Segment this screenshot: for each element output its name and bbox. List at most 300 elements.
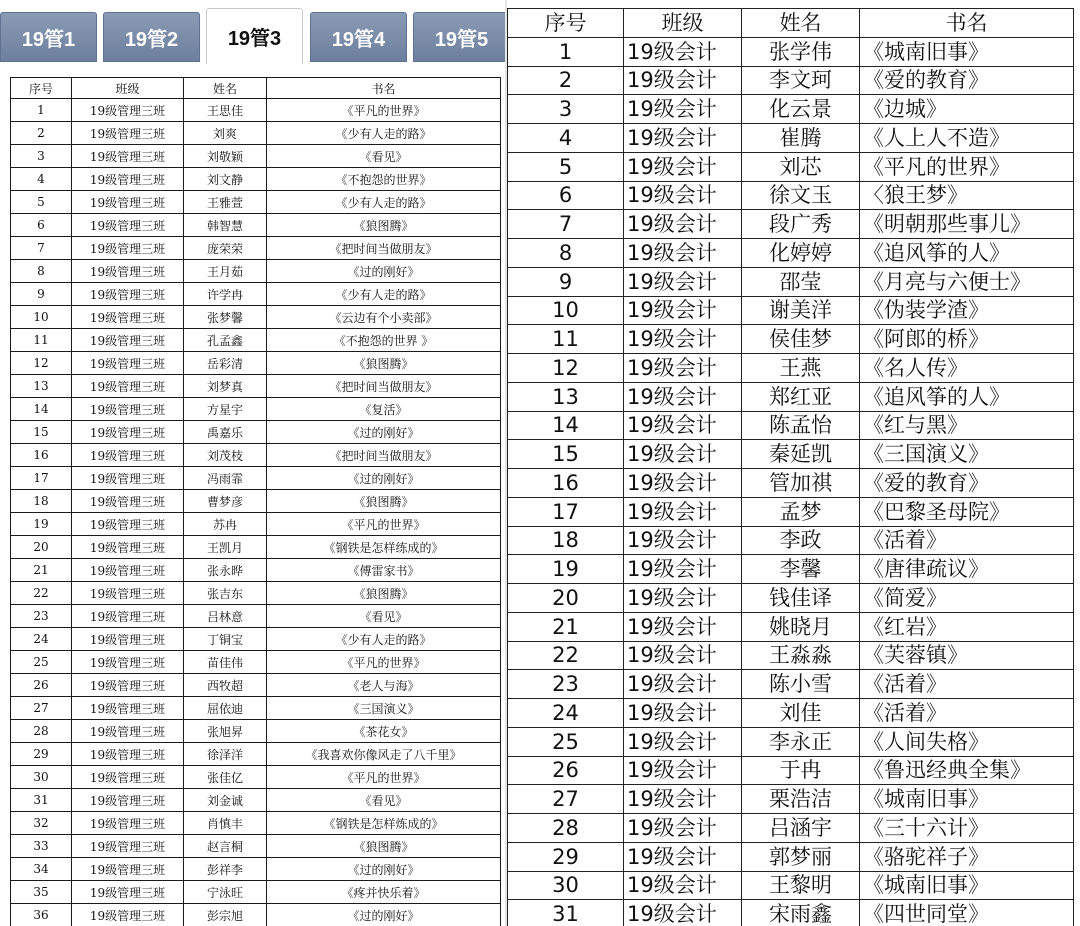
cell-name[interactable]: 孟梦 (742, 497, 860, 526)
cell-name[interactable]: 于冉 (742, 756, 860, 785)
cell-name[interactable]: 张永晔 (184, 559, 267, 582)
cell-book[interactable]: 《把时间当做朋友》 (267, 444, 501, 467)
cell-name[interactable]: 王黎明 (742, 871, 860, 900)
cell-book[interactable]: 《狼图腾》 (267, 582, 501, 605)
cell-seq[interactable]: 20 (11, 536, 72, 559)
cell-name[interactable]: 姚晓月 (742, 612, 860, 641)
cell-name[interactable]: 方星宇 (184, 398, 267, 421)
cell-book[interactable]: 《看见》 (267, 145, 501, 168)
cell-seq[interactable]: 6 (11, 214, 72, 237)
cell-book[interactable]: 《追风筝的人》 (860, 382, 1074, 411)
cell-class[interactable]: 19级会计 (624, 469, 742, 498)
cell-name[interactable]: 秦延凯 (742, 440, 860, 469)
cell-seq[interactable]: 13 (508, 382, 624, 411)
cell-class[interactable]: 19级管理三班 (72, 191, 184, 214)
cell-seq[interactable]: 26 (508, 756, 624, 785)
cell-book[interactable]: 《过的刚好》 (267, 858, 501, 881)
cell-name[interactable]: 崔腾 (742, 124, 860, 153)
table-row (508, 325, 1074, 354)
cell-name[interactable]: 王雅萱 (184, 191, 267, 214)
cell-class[interactable]: 19级会计 (624, 641, 742, 670)
cell-name[interactable]: 李永正 (742, 727, 860, 756)
cell-name[interactable]: 彭祥李 (184, 858, 267, 881)
cell-name[interactable]: 张吉东 (184, 582, 267, 605)
cell-name[interactable]: 孔孟鑫 (184, 329, 267, 352)
cell-book[interactable]: 《钢铁是怎样练成的》 (267, 536, 501, 559)
cell-seq[interactable]: 15 (11, 421, 72, 444)
cell-seq[interactable]: 27 (11, 697, 72, 720)
cell-class[interactable]: 19级会计 (624, 124, 742, 153)
tab-19guan1[interactable]: 19管1 (0, 12, 97, 62)
cell-name[interactable]: 王凯月 (184, 536, 267, 559)
cell-seq[interactable]: 6 (508, 181, 624, 210)
cell-class[interactable]: 19级管理三班 (72, 260, 184, 283)
table-row (11, 168, 501, 191)
cell-class[interactable]: 19级会计 (624, 66, 742, 95)
cell-class[interactable]: 19级管理三班 (72, 743, 184, 766)
cell-name[interactable]: 化云景 (742, 95, 860, 124)
cell-name[interactable]: 陈孟怡 (742, 411, 860, 440)
cell-seq[interactable]: 30 (11, 766, 72, 789)
cell-book[interactable]: 《鲁迅经典全集》 (860, 756, 1074, 785)
cell-book[interactable]: 《老人与海》 (267, 674, 501, 697)
cell-class[interactable]: 19级管理三班 (72, 904, 184, 926)
cell-class[interactable]: 19级管理三班 (72, 812, 184, 835)
cell-class[interactable]: 19级会计 (624, 497, 742, 526)
cell-name[interactable]: 陈小雪 (742, 670, 860, 699)
cell-name[interactable]: 刘梦真 (184, 375, 267, 398)
cell-class[interactable]: 19级管理三班 (72, 536, 184, 559)
cell-seq[interactable]: 7 (508, 210, 624, 239)
cell-book[interactable]: 《三国演义》 (267, 697, 501, 720)
cell-book[interactable]: 《骆驼祥子》 (860, 842, 1074, 871)
cell-class[interactable]: 19级管理三班 (72, 697, 184, 720)
cell-seq[interactable]: 20 (508, 584, 624, 613)
cell-book[interactable]: 《三国演义》 (860, 440, 1074, 469)
cell-book[interactable]: 《少有人走的路》 (267, 628, 501, 651)
cell-class[interactable]: 19级管理三班 (72, 513, 184, 536)
cell-book[interactable]: 《红岩》 (860, 612, 1074, 641)
cell-class[interactable]: 19级会计 (624, 900, 742, 926)
cell-book[interactable]: 《把时间当做朋友》 (267, 237, 501, 260)
cell-name[interactable]: 侯佳梦 (742, 325, 860, 354)
cell-name[interactable]: 张旭昇 (184, 720, 267, 743)
cell-name[interactable]: 曹梦彦 (184, 490, 267, 513)
cell-name[interactable]: 宋雨鑫 (742, 900, 860, 926)
cell-book[interactable]: 《看见》 (267, 605, 501, 628)
cell-class[interactable]: 19级管理三班 (72, 145, 184, 168)
cell-seq[interactable]: 30 (508, 871, 624, 900)
cell-book[interactable]: 《三十六计》 (860, 814, 1074, 843)
cell-class[interactable]: 19级管理三班 (72, 651, 184, 674)
cell-seq[interactable]: 21 (11, 559, 72, 582)
cell-seq[interactable]: 8 (11, 260, 72, 283)
cell-book[interactable]: 《少有人走的路》 (267, 122, 501, 145)
cell-book[interactable]: 《人上人不造》 (860, 124, 1074, 153)
cell-seq[interactable]: 11 (508, 325, 624, 354)
cell-book[interactable]: 《阿郎的桥》 (860, 325, 1074, 354)
cell-book[interactable]: 《狼图腾》 (267, 490, 501, 513)
cell-class[interactable]: 19级管理三班 (72, 720, 184, 743)
table-row (508, 239, 1074, 268)
cell-seq[interactable]: 28 (11, 720, 72, 743)
cell-seq[interactable]: 31 (508, 900, 624, 926)
header-name: 姓名 (184, 78, 267, 99)
cell-seq[interactable]: 5 (11, 191, 72, 214)
cell-book[interactable]: 《名人传》 (860, 354, 1074, 383)
cell-seq[interactable]: 1 (11, 99, 72, 122)
cell-class[interactable]: 19级会计 (624, 152, 742, 181)
cell-name[interactable]: 段广秀 (742, 210, 860, 239)
cell-class[interactable]: 19级会计 (624, 670, 742, 699)
cell-class[interactable]: 19级管理三班 (72, 582, 184, 605)
cell-book[interactable]: 《唐律疏议》 (860, 555, 1074, 584)
cell-book[interactable]: 《红与黑》 (860, 411, 1074, 440)
cell-seq[interactable]: 36 (11, 904, 72, 926)
cell-name[interactable]: 刘芯 (742, 152, 860, 181)
cell-name[interactable]: 王燕 (742, 354, 860, 383)
cell-book[interactable]: 《少有人走的路》 (267, 191, 501, 214)
cell-book[interactable]: 〈狼王梦》 (860, 181, 1074, 210)
cell-class[interactable]: 19级会计 (624, 555, 742, 584)
cell-seq[interactable]: 11 (11, 329, 72, 352)
cell-seq[interactable]: 16 (508, 469, 624, 498)
cell-book[interactable]: 《芙蓉镇》 (860, 641, 1074, 670)
cell-seq[interactable]: 5 (508, 152, 624, 181)
cell-name[interactable]: 李政 (742, 526, 860, 555)
cell-class[interactable]: 19级管理三班 (72, 421, 184, 444)
cell-name[interactable]: 宁泳旺 (184, 881, 267, 904)
cell-name[interactable]: 栗浩洁 (742, 785, 860, 814)
cell-name[interactable]: 王月茹 (184, 260, 267, 283)
cell-seq[interactable]: 23 (508, 670, 624, 699)
cell-name[interactable]: 吕涵宇 (742, 814, 860, 843)
cell-class[interactable]: 19级管理三班 (72, 352, 184, 375)
cell-seq[interactable]: 21 (508, 612, 624, 641)
cell-name[interactable]: 刘茂枝 (184, 444, 267, 467)
cell-class[interactable]: 19级会计 (624, 325, 742, 354)
cell-class[interactable]: 19级会计 (624, 612, 742, 641)
cell-book[interactable]: 《明朝那些事儿》 (860, 210, 1074, 239)
cell-seq[interactable]: 18 (508, 526, 624, 555)
cell-seq[interactable]: 25 (11, 651, 72, 674)
cell-class[interactable]: 19级会计 (624, 785, 742, 814)
cell-seq[interactable]: 12 (508, 354, 624, 383)
cell-book[interactable]: 《钢铁是怎样炼成的》 (267, 812, 501, 835)
cell-book[interactable]: 《看见》 (267, 789, 501, 812)
cell-book[interactable]: 《四世同堂》 (860, 900, 1074, 926)
cell-name[interactable]: 张学伟 (742, 37, 860, 66)
reading-list-table-accounting (507, 8, 1074, 926)
cell-class[interactable]: 19级管理三班 (72, 237, 184, 260)
table-row (508, 785, 1074, 814)
cell-class[interactable]: 19级管理三班 (72, 306, 184, 329)
cell-class[interactable]: 19级管理三班 (72, 467, 184, 490)
cell-class[interactable]: 19级管理三班 (72, 490, 184, 513)
cell-seq[interactable]: 12 (11, 352, 72, 375)
header-seq: 序号 (11, 78, 72, 99)
cell-class[interactable]: 19级会计 (624, 37, 742, 66)
cell-seq[interactable]: 17 (11, 467, 72, 490)
cell-seq[interactable]: 31 (11, 789, 72, 812)
cell-book[interactable]: 《月亮与六便士》 (860, 267, 1074, 296)
cell-name[interactable]: 冯雨霏 (184, 467, 267, 490)
cell-seq[interactable]: 23 (11, 605, 72, 628)
cell-name[interactable]: 王思佳 (184, 99, 267, 122)
cell-class[interactable]: 19级管理三班 (72, 835, 184, 858)
cell-name[interactable]: 肖慎丰 (184, 812, 267, 835)
table-row (11, 697, 501, 720)
cell-seq[interactable]: 19 (11, 513, 72, 536)
tab-19guan2[interactable]: 19管2 (103, 12, 200, 62)
cell-class[interactable]: 19级管理三班 (72, 858, 184, 881)
cell-name[interactable]: 吕林意 (184, 605, 267, 628)
cell-book[interactable]: 《城南旧事》 (860, 871, 1074, 900)
cell-book[interactable]: 《复活》 (267, 398, 501, 421)
cell-book[interactable]: 《平凡的世界》 (860, 152, 1074, 181)
cell-name[interactable]: 郭梦丽 (742, 842, 860, 871)
cell-seq[interactable]: 10 (11, 306, 72, 329)
cell-class[interactable]: 19级会计 (624, 440, 742, 469)
cell-book[interactable]: 《追风筝的人》 (860, 239, 1074, 268)
cell-name[interactable]: 刘金诚 (184, 789, 267, 812)
cell-seq[interactable]: 2 (11, 122, 72, 145)
cell-book[interactable]: 《云边有个小卖部》 (267, 306, 501, 329)
cell-book[interactable]: 《城南旧事》 (860, 785, 1074, 814)
cell-seq[interactable]: 29 (11, 743, 72, 766)
cell-book[interactable]: 《巴黎圣母院》 (860, 497, 1074, 526)
cell-class[interactable]: 19级管理三班 (72, 375, 184, 398)
cell-seq[interactable]: 26 (11, 674, 72, 697)
cell-class[interactable]: 19级会计 (624, 756, 742, 785)
cell-seq[interactable]: 9 (11, 283, 72, 306)
cell-book[interactable]: 《过的刚好》 (267, 260, 501, 283)
cell-name[interactable]: 韩智慧 (184, 214, 267, 237)
tab-19guan5[interactable]: 19管5 (413, 12, 505, 62)
cell-book[interactable]: 《不抱怨的世界 》 (267, 329, 501, 352)
cell-class[interactable]: 19级会计 (624, 210, 742, 239)
table-row (508, 584, 1074, 613)
cell-seq[interactable]: 24 (11, 628, 72, 651)
cell-seq[interactable]: 33 (11, 835, 72, 858)
table-row (508, 440, 1074, 469)
cell-book[interactable]: 《我喜欢你像风走了八千里》 (267, 743, 501, 766)
cell-name[interactable]: 邵莹 (742, 267, 860, 296)
header-name: 姓名 (742, 9, 860, 38)
cell-name[interactable]: 刘敬颖 (184, 145, 267, 168)
cell-name[interactable]: 许学冉 (184, 283, 267, 306)
cell-book[interactable]: 《过的刚好》 (267, 467, 501, 490)
cell-name[interactable]: 李文珂 (742, 66, 860, 95)
cell-class[interactable]: 19级会计 (624, 584, 742, 613)
cell-seq[interactable]: 18 (11, 490, 72, 513)
table-row (508, 210, 1074, 239)
cell-name[interactable]: 屈依迪 (184, 697, 267, 720)
cell-class[interactable]: 19级管理三班 (72, 99, 184, 122)
cell-class[interactable]: 19级管理三班 (72, 881, 184, 904)
cell-book[interactable]: 《茶花女》 (267, 720, 501, 743)
cell-seq[interactable]: 14 (11, 398, 72, 421)
cell-name[interactable]: 化婷婷 (742, 239, 860, 268)
cell-name[interactable]: 管加祺 (742, 469, 860, 498)
cell-class[interactable]: 19级会计 (624, 699, 742, 728)
cell-class[interactable]: 19级管理三班 (72, 283, 184, 306)
cell-name[interactable]: 徐文玉 (742, 181, 860, 210)
cell-seq[interactable]: 1 (508, 37, 624, 66)
header-seq: 序号 (508, 9, 624, 38)
cell-class[interactable]: 19级会计 (624, 267, 742, 296)
cell-class[interactable]: 19级管理三班 (72, 329, 184, 352)
cell-seq[interactable]: 32 (11, 812, 72, 835)
cell-name[interactable]: 西牧超 (184, 674, 267, 697)
cell-book[interactable]: 《城南旧事》 (860, 37, 1074, 66)
cell-class[interactable]: 19级会计 (624, 354, 742, 383)
table-row (11, 214, 501, 237)
table-row (508, 612, 1074, 641)
cell-book[interactable]: 《平凡的世界》 (267, 766, 501, 789)
cell-book[interactable]: 《狼图腾》 (267, 352, 501, 375)
cell-seq[interactable]: 25 (508, 727, 624, 756)
cell-name[interactable]: 丁铜宝 (184, 628, 267, 651)
cell-class[interactable]: 19级管理三班 (72, 628, 184, 651)
cell-class[interactable]: 19级会计 (624, 871, 742, 900)
cell-book[interactable]: 《不抱怨的世界》 (267, 168, 501, 191)
tab-19guan3[interactable]: 19管3 (206, 8, 303, 64)
cell-book[interactable]: 《把时间当做朋友》 (267, 375, 501, 398)
cell-seq[interactable]: 4 (508, 124, 624, 153)
cell-name[interactable]: 张梦馨 (184, 306, 267, 329)
cell-class[interactable]: 19级会计 (624, 95, 742, 124)
cell-name[interactable]: 禹嘉乐 (184, 421, 267, 444)
cell-book[interactable]: 《疼并快乐着》 (267, 881, 501, 904)
cell-class[interactable]: 19级管理三班 (72, 605, 184, 628)
cell-seq[interactable]: 3 (508, 95, 624, 124)
cell-name[interactable]: 赵言桐 (184, 835, 267, 858)
cell-seq[interactable]: 15 (508, 440, 624, 469)
cell-seq[interactable]: 34 (11, 858, 72, 881)
cell-book[interactable]: 《狼图腾》 (267, 835, 501, 858)
cell-book[interactable]: 《过的刚好》 (267, 421, 501, 444)
cell-seq[interactable]: 9 (508, 267, 624, 296)
table-row (11, 145, 501, 168)
cell-book[interactable]: 《少有人走的路》 (267, 283, 501, 306)
cell-name[interactable]: 钱佳译 (742, 584, 860, 613)
tab-19guan4[interactable]: 19管4 (310, 12, 407, 62)
cell-name[interactable]: 徐泽洋 (184, 743, 267, 766)
cell-book[interactable]: 《活着》 (860, 670, 1074, 699)
cell-class[interactable]: 19级会计 (624, 296, 742, 325)
table-row (508, 526, 1074, 555)
cell-name[interactable]: 刘佳 (742, 699, 860, 728)
table-body (11, 99, 501, 926)
sheet-tab-bar (0, 0, 505, 66)
cell-book[interactable]: 《平凡的世界》 (267, 99, 501, 122)
table-row (508, 555, 1074, 584)
cell-class[interactable]: 19级管理三班 (72, 789, 184, 812)
cell-class[interactable]: 19级会计 (624, 382, 742, 411)
cell-seq[interactable]: 19 (508, 555, 624, 584)
table-row (508, 124, 1074, 153)
cell-class[interactable]: 19级管理三班 (72, 559, 184, 582)
cell-class[interactable]: 19级管理三班 (72, 168, 184, 191)
cell-class[interactable]: 19级会计 (624, 842, 742, 871)
cell-name[interactable]: 王淼淼 (742, 641, 860, 670)
cell-book[interactable]: 《爱的教育》 (860, 469, 1074, 498)
cell-class[interactable]: 19级会计 (624, 181, 742, 210)
cell-name[interactable]: 庞荣荣 (184, 237, 267, 260)
table-row (508, 411, 1074, 440)
cell-book[interactable]: 《活着》 (860, 699, 1074, 728)
cell-class[interactable]: 19级管理三班 (72, 122, 184, 145)
cell-seq[interactable]: 4 (11, 168, 72, 191)
cell-seq[interactable]: 7 (11, 237, 72, 260)
cell-name[interactable]: 谢美洋 (742, 296, 860, 325)
cell-seq[interactable]: 10 (508, 296, 624, 325)
cell-class[interactable]: 19级会计 (624, 727, 742, 756)
cell-class[interactable]: 19级会计 (624, 526, 742, 555)
cell-book[interactable]: 《伪装学渣》 (860, 296, 1074, 325)
cell-class[interactable]: 19级管理三班 (72, 674, 184, 697)
cell-name[interactable]: 刘爽 (184, 122, 267, 145)
cell-seq[interactable]: 27 (508, 785, 624, 814)
table-row (508, 900, 1074, 926)
table-row (11, 743, 501, 766)
cell-seq[interactable]: 35 (11, 881, 72, 904)
cell-class[interactable]: 19级管理三班 (72, 214, 184, 237)
cell-seq[interactable]: 8 (508, 239, 624, 268)
cell-book[interactable]: 《平凡的世界》 (267, 513, 501, 536)
cell-seq[interactable]: 2 (508, 66, 624, 95)
cell-seq[interactable]: 3 (11, 145, 72, 168)
cell-seq[interactable]: 24 (508, 699, 624, 728)
cell-seq[interactable]: 13 (11, 375, 72, 398)
cell-name[interactable]: 岳彩清 (184, 352, 267, 375)
cell-book[interactable]: 《狼图腾》 (267, 214, 501, 237)
cell-book[interactable]: 《边城》 (860, 95, 1074, 124)
cell-seq[interactable]: 16 (11, 444, 72, 467)
cell-book[interactable]: 《活着》 (860, 526, 1074, 555)
cell-book[interactable]: 《爱的教育》 (860, 66, 1074, 95)
cell-book[interactable]: 《傅雷家书》 (267, 559, 501, 582)
cell-class[interactable]: 19级会计 (624, 814, 742, 843)
cell-name[interactable]: 苗佳伟 (184, 651, 267, 674)
cell-name[interactable]: 苏冉 (184, 513, 267, 536)
cell-name[interactable]: 郑红亚 (742, 382, 860, 411)
cell-seq[interactable]: 14 (508, 411, 624, 440)
table-row (11, 513, 501, 536)
cell-book[interactable]: 《人间失格》 (860, 727, 1074, 756)
cell-class[interactable]: 19级管理三班 (72, 398, 184, 421)
cell-class[interactable]: 19级会计 (624, 239, 742, 268)
cell-name[interactable]: 张佳亿 (184, 766, 267, 789)
cell-seq[interactable]: 22 (508, 641, 624, 670)
cell-class[interactable]: 19级会计 (624, 411, 742, 440)
cell-name[interactable]: 刘文静 (184, 168, 267, 191)
cell-class[interactable]: 19级管理三班 (72, 766, 184, 789)
cell-seq[interactable]: 28 (508, 814, 624, 843)
cell-seq[interactable]: 17 (508, 497, 624, 526)
cell-book[interactable]: 《过的刚好》 (267, 904, 501, 926)
cell-book[interactable]: 《简爱》 (860, 584, 1074, 613)
cell-name[interactable]: 彭宗旭 (184, 904, 267, 926)
cell-name[interactable]: 李馨 (742, 555, 860, 584)
cell-seq[interactable]: 22 (11, 582, 72, 605)
table-row (508, 497, 1074, 526)
table-row (508, 699, 1074, 728)
cell-book[interactable]: 《平凡的世界》 (267, 651, 501, 674)
cell-class[interactable]: 19级管理三班 (72, 444, 184, 467)
cell-seq[interactable]: 29 (508, 842, 624, 871)
